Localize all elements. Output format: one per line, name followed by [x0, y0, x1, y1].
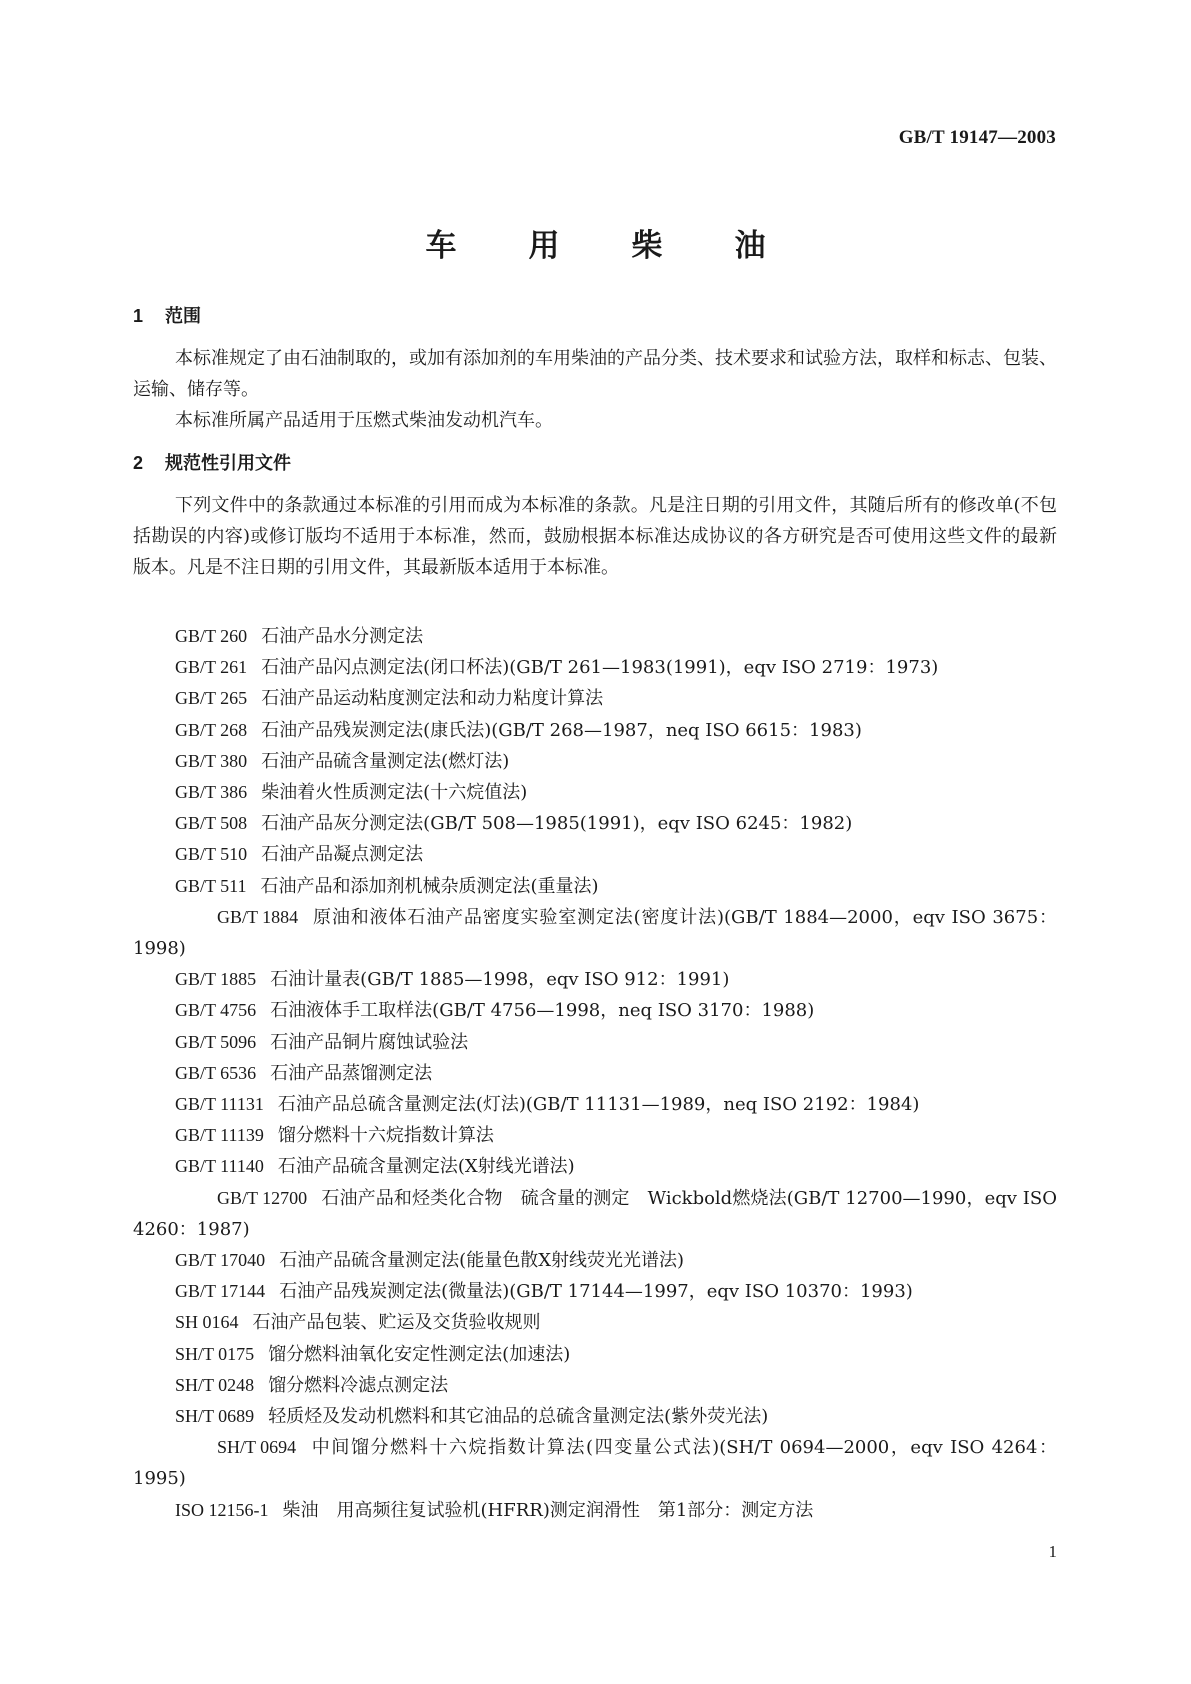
- reference-title: 石油产品蒸馏测定法: [270, 1062, 433, 1084]
- reference-item: [133, 1183, 1057, 1245]
- reference-item: [133, 1307, 1057, 1338]
- reference-code: GB/T 1884: [217, 906, 299, 927]
- page-number: 1: [1048, 1542, 1057, 1561]
- standard-code: GB/T 19147—2003: [898, 127, 1056, 148]
- reference-item: [133, 1058, 1057, 1089]
- reference-item: [133, 1401, 1057, 1432]
- reference-item: [133, 1495, 1057, 1526]
- reference-code: SH/T 0694: [217, 1437, 297, 1458]
- reference-title: 石油产品总硫含量测定法(灯法)(GB/T 11131—1989，neq ISO 2192：1984): [277, 1094, 920, 1116]
- reference-title: 石油产品运动粘度测定法和动力粘度计算法: [261, 688, 604, 710]
- reference-item: [133, 1120, 1057, 1151]
- reference-item: [133, 652, 1057, 683]
- reference-code: GB/T 261: [175, 657, 248, 678]
- reference-item: [133, 1339, 1057, 1370]
- reference-title: 石油产品和烃类化合物 硫含量的测定 Wickbold燃烧法(GB/T 12700—1990，eqv ISO 4260：1987): [133, 1187, 1057, 1240]
- reference-title: 石油产品硫含量测定法(X射线光谱法): [277, 1156, 575, 1178]
- references-intro: [133, 490, 1057, 583]
- reference-title: 石油产品硫含量测定法(能量色散X射线荧光光谱法): [279, 1250, 685, 1272]
- reference-title: 石油产品水分测定法: [261, 626, 424, 647]
- reference-item: [133, 746, 1057, 777]
- reference-title: 石油产品闪点测定法(闭口杯法)(GB/T 261—1983(1991)，eqv ISO 2719：1973): [261, 657, 939, 679]
- reference-code: SH/T 0175: [175, 1343, 255, 1364]
- reference-code: GB/T 265: [175, 688, 248, 709]
- reference-item: [133, 871, 1057, 902]
- reference-item: [133, 808, 1057, 839]
- scope-body: [133, 343, 1057, 436]
- reference-title: 中间馏分燃料十六烷指数计算法(四变量公式法)(SH/T 0694—2000，eqv ISO 4264：1995): [133, 1437, 1057, 1490]
- reference-code: GB/T 386: [175, 782, 248, 803]
- reference-item: [133, 1245, 1057, 1276]
- reference-code: SH/T 0689: [175, 1406, 255, 1427]
- reference-code: GB/T 11140: [175, 1156, 264, 1177]
- reference-title: 石油产品硫含量测定法(燃灯法): [261, 750, 510, 772]
- reference-title: 石油液体手工取样法(GB/T 4756—1998，neq ISO 3170：1988): [270, 1000, 815, 1022]
- reference-code: GB/T 5096: [175, 1031, 257, 1052]
- reference-code: GB/T 511: [175, 875, 247, 896]
- reference-code: SH 0164: [175, 1312, 239, 1333]
- section-heading-normative-references: [133, 451, 291, 476]
- reference-code: GB/T 268: [175, 719, 248, 740]
- reference-item: [133, 839, 1057, 870]
- reference-code: GB/T 17144: [175, 1281, 266, 1302]
- reference-code: SH/T 0248: [175, 1374, 255, 1395]
- reference-item: [133, 683, 1057, 714]
- reference-title: 石油产品残炭测定法(微量法)(GB/T 17144—1997，eqv ISO 10370：1993): [279, 1281, 913, 1303]
- reference-item: [133, 621, 1057, 652]
- reference-code: GB/T 6536: [175, 1062, 257, 1083]
- reference-title: 柴油 用高频往复试验机(HFRR)测定润滑性 第1部分：测定方法: [282, 1499, 814, 1521]
- reference-code: GB/T 380: [175, 750, 248, 771]
- reference-title: 石油产品残炭测定法(康氏法)(GB/T 268—1987，neq ISO 6615：1983): [261, 719, 862, 741]
- reference-title: 柴油着火性质测定法(十六烷值法): [261, 782, 528, 804]
- scope-paragraph: 本标准规定了由石油制取的，或加有添加剂的车用柴油的产品分类、技术要求和试验方法，取样和标志、包装、运输、储存等。: [133, 348, 1057, 400]
- reference-item: [133, 777, 1057, 808]
- section-heading-scope: [133, 304, 201, 329]
- reference-code: GB/T 17040: [175, 1250, 266, 1271]
- reference-code: ISO 12156-1: [175, 1499, 269, 1520]
- reference-title: 馏分燃料冷滤点测定法: [268, 1374, 449, 1396]
- document-title: 车用柴油: [425, 228, 838, 264]
- reference-list: [133, 621, 1057, 1526]
- reference-code: GB/T 4756: [175, 1000, 257, 1021]
- reference-code: GB/T 11131: [175, 1094, 264, 1115]
- reference-code: GB/T 508: [175, 813, 248, 834]
- section-title: 规范性引用文件: [165, 453, 291, 474]
- reference-item: [133, 995, 1057, 1026]
- reference-code: GB/T 510: [175, 844, 248, 865]
- scope-paragraph: 本标准所属产品适用于压燃式柴油发动机汽车。: [175, 410, 553, 431]
- reference-item: [133, 1276, 1057, 1307]
- reference-code: GB/T 260: [175, 626, 248, 646]
- reference-item: [133, 964, 1057, 995]
- reference-title: 石油产品凝点测定法: [261, 844, 424, 866]
- reference-title: 石油产品铜片腐蚀试验法: [270, 1031, 469, 1053]
- reference-title: 石油产品包装、贮运及交货验收规则: [252, 1312, 541, 1334]
- reference-item: [133, 1089, 1057, 1120]
- section-number: 2: [133, 453, 144, 473]
- reference-item: [133, 1432, 1057, 1494]
- reference-code: GB/T 12700: [217, 1187, 308, 1208]
- reference-item: [133, 902, 1057, 964]
- reference-code: GB/T 1885: [175, 969, 257, 990]
- reference-item: [133, 1370, 1057, 1401]
- reference-title: 馏分燃料油氧化安定性测定法(加速法): [268, 1343, 571, 1365]
- reference-item: [133, 1151, 1057, 1182]
- reference-title: 原油和液体石油产品密度实验室测定法(密度计法)(GB/T 1884—2000，eqv ISO 3675：1998): [133, 906, 1057, 960]
- section-title: 范围: [165, 306, 201, 327]
- reference-title: 石油计量表(GB/T 1885—1998，eqv ISO 912：1991): [270, 969, 730, 991]
- references-intro-paragraph: 下列文件中的条款通过本标准的引用而成为本标准的条款。凡是注日期的引用文件，其随后所有的修改单(不包括勘误的内容)或修订版均不适用于本标准，然而，鼓励根据本标准达成协议的各方研究是否可使用这些文件的最新版本。凡是不注日期的引用文件，其最新版本适用于本标准。: [133, 495, 1057, 578]
- reference-title: 轻质烃及发动机燃料和其它油品的总硫含量测定法(紫外荧光法): [268, 1406, 769, 1428]
- reference-title: 馏分燃料十六烷指数计算法: [277, 1125, 494, 1147]
- reference-title: 石油产品灰分测定法(GB/T 508—1985(1991)，eqv ISO 6245：1982): [261, 813, 853, 835]
- reference-item: [133, 1027, 1057, 1058]
- reference-code: GB/T 11139: [175, 1125, 264, 1146]
- reference-item: [133, 715, 1057, 746]
- section-number: 1: [133, 306, 144, 326]
- reference-title: 石油产品和添加剂机械杂质测定法(重量法): [260, 875, 599, 897]
